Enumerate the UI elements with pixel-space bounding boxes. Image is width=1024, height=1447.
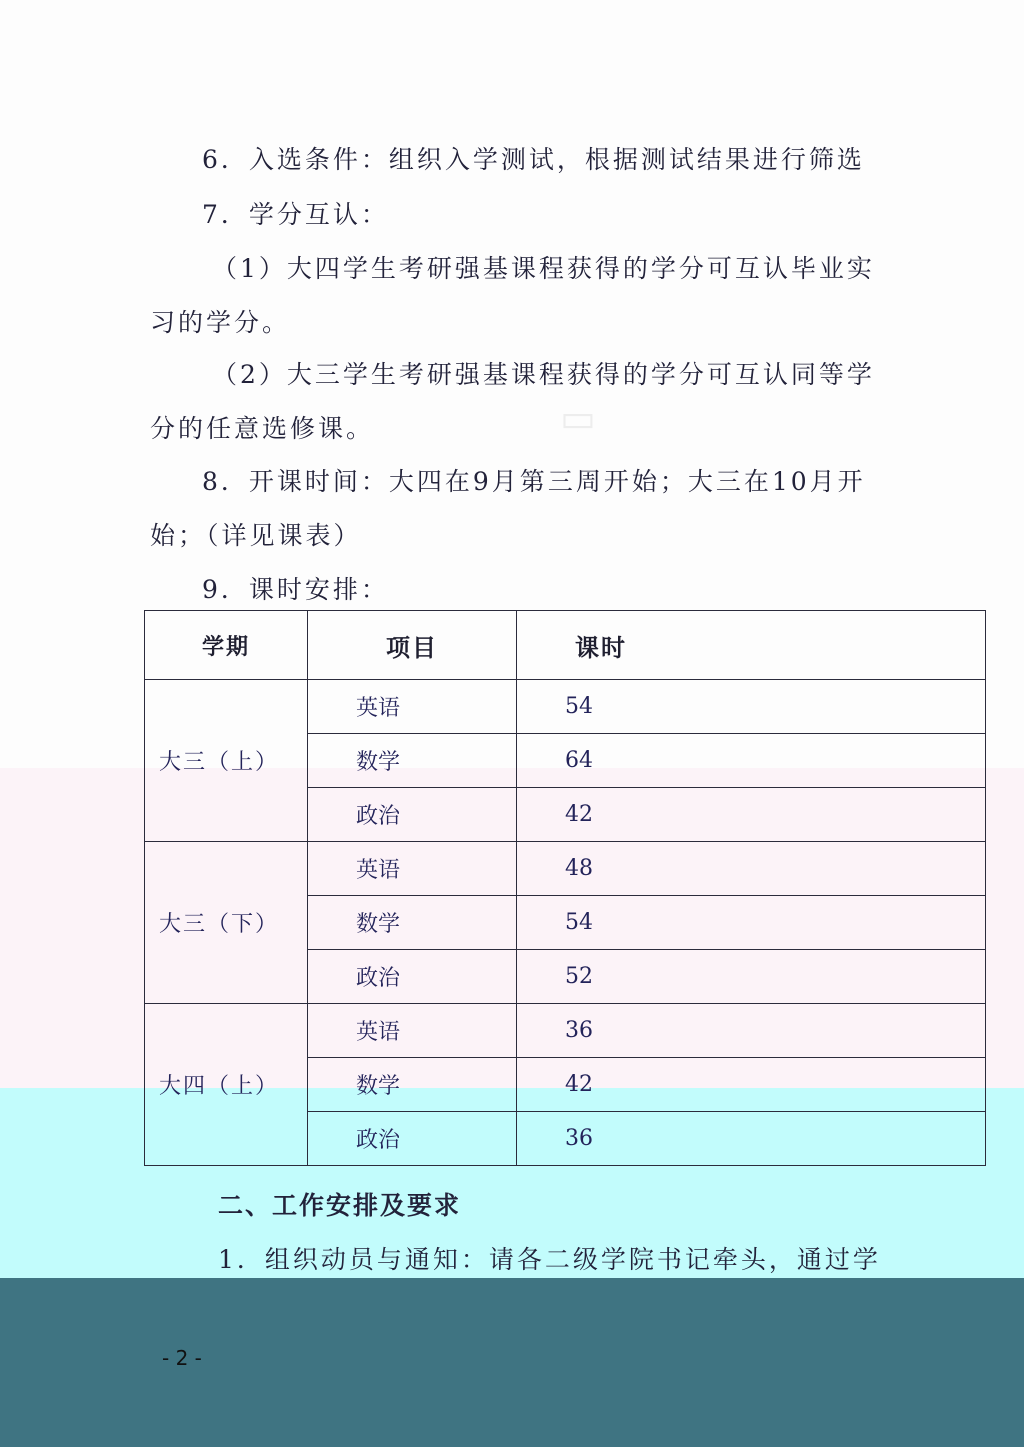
- page-number: - 2 -: [162, 1346, 202, 1370]
- section-2-paragraph-1: 1．组织动员与通知：请各二级学院书记牵头，通过学: [218, 1245, 881, 1274]
- hours-cell: 54: [517, 680, 986, 734]
- paragraph-8-line1: 8．开课时间：大四在9月第三周开始；大三在10月开: [202, 467, 866, 496]
- paragraph-9: 9．课时安排：: [202, 575, 389, 604]
- header-subject: 项目: [308, 611, 517, 680]
- paragraph-7-1-line1: （1）大四学生考研强基课程获得的学分可互认毕业实: [212, 254, 875, 283]
- header-hours: 课时: [517, 611, 986, 680]
- hours-cell: 52: [517, 950, 986, 1004]
- hours-cell: 64: [517, 734, 986, 788]
- paragraph-7-2-line1: （2）大三学生考研强基课程获得的学分可互认同等学: [212, 360, 875, 389]
- subject-cell: 英语: [308, 842, 517, 896]
- table-row: [145, 842, 986, 896]
- term-cell: 大四（上）: [145, 1004, 308, 1166]
- paragraph-8-line2: 始；（详见课表）: [150, 521, 362, 550]
- header-term: 学期: [145, 611, 308, 680]
- hours-cell: 36: [517, 1004, 986, 1058]
- term-cell: 大三（上）: [145, 680, 308, 842]
- subject-cell: 政治: [308, 1112, 517, 1166]
- paragraph-7-1-line2: 习的学分。: [150, 308, 291, 337]
- subject-cell: 数学: [308, 734, 517, 788]
- hours-cell: 42: [517, 1058, 986, 1112]
- hours-cell: 42: [517, 788, 986, 842]
- hours-cell: 48: [517, 842, 986, 896]
- table-row: [145, 680, 986, 734]
- subject-cell: 英语: [308, 680, 517, 734]
- subject-cell: 数学: [308, 1058, 517, 1112]
- bleed-through-shape: ▭: [560, 395, 596, 440]
- hours-cell: 54: [517, 896, 986, 950]
- section-2-heading: 二、工作安排及要求: [218, 1191, 462, 1220]
- subject-cell: 政治: [308, 950, 517, 1004]
- paragraph-6: 6．入选条件：组织入学测试，根据测试结果进行筛选: [202, 145, 865, 174]
- hours-cell: 36: [517, 1112, 986, 1166]
- term-cell: 大三（下）: [145, 842, 308, 1004]
- scan-band-teal: [0, 1278, 1024, 1447]
- table-header-row: [145, 611, 986, 680]
- subject-cell: 政治: [308, 788, 517, 842]
- class-hours-table: [144, 610, 986, 1166]
- subject-cell: 数学: [308, 896, 517, 950]
- subject-cell: 英语: [308, 1004, 517, 1058]
- paragraph-7: 7．学分互认：: [202, 200, 389, 229]
- table-row: [145, 1004, 986, 1058]
- paragraph-7-2-line2: 分的任意选修课。: [150, 414, 375, 443]
